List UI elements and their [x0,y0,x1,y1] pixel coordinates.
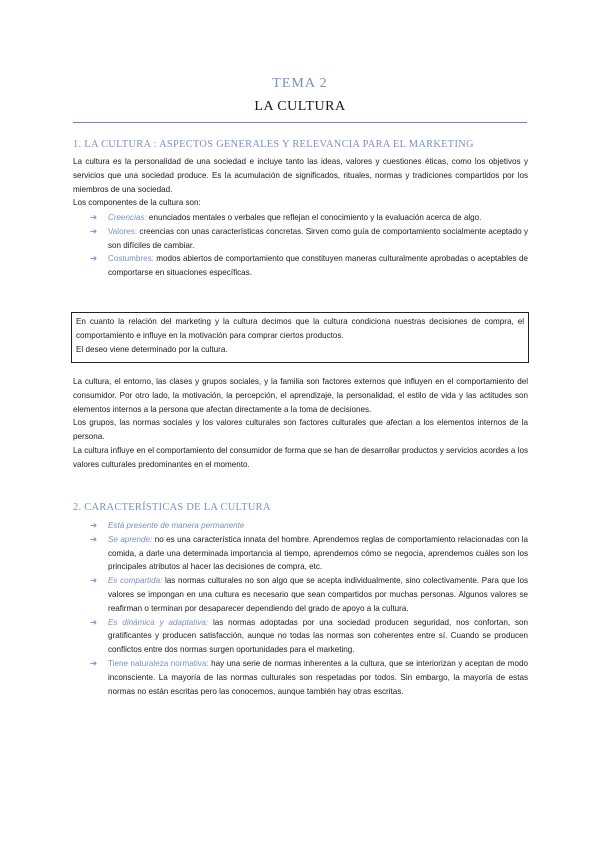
arrow-right-icon: ➔ [90,575,98,586]
section-1-body [73,375,528,472]
arrow-right-icon: ➔ [90,253,98,264]
arrow-right-icon: ➔ [90,225,98,236]
box-text: En cuanto la relación del marketing y la cultura decimos que la cultura condiciona nuestras decisiones de compra, el comportamiento e influye en la motivación para comprar ciertos productos. [76,317,524,340]
term-label: Es compartida: [108,576,163,586]
term-description: enunciados mentales o verbales que reflejan el conocimiento y la evaluación acerca de algo. [146,213,482,222]
term-description: las normas adoptadas por una sociedad producen seguridad, nos confortan, son gratificantes y producen satisfacción, aunque no todas las normas son coherentes entre sí. Cuando se producen conflictos entre dos normas surgen oportunidades para el marketing. [108,617,529,655]
term-description: las normas culturales no son algo que se acepta individualmente, sino colectivamente. Para que los valores se impongan en una cultura es necesario que sean compartidos por muchas personas. Algunos valores se reafirman o terminan por desaparecer dependiendo del grado de apoyo a la cultura. [108,576,529,613]
term-description: hay una serie de normas inherentes a la cultura, que se interiorizan y aceptan de modo inconsciente. La mayoría de las normas culturales son respetadas por todos. Sin embargo, la mayoría de estas normas no están escritas pero las conocemos, aunque también hay otras escritas. [108,658,528,696]
list-item [90,211,528,225]
term-description: modos abiertos de comportamiento que constituyen maneras culturalmente aprobadas o aceptables de comportarse en situaciones específicas. [108,254,528,278]
list-item [90,657,528,698]
term-label: Es dinámica y adaptativa: [108,617,209,627]
term-label: Creencias: [108,213,147,222]
tema-label: TEMA 2 [272,76,328,91]
list-item [90,533,528,574]
arrow-right-icon: ➔ [90,520,98,530]
term-description: no es una característica innata del hombre. Aprendemos reglas de comportamiento relacionadas con la comida, a darle una determinada importancia al tiempo, aprendemos cómo se negocia, aprendemos cuáles son los principales atributos al hacer las decisiones de compra, etc. [108,534,528,572]
arrow-right-icon: ➔ [90,212,98,222]
term-label: Tiene naturaleza normativa: [108,658,209,668]
body-paragraph: Los grupos, las normas sociales y los valores culturales son factores culturales que afectan a los elementos internos de la persona. [73,418,528,442]
term-description: creencias con unas características concretas. Sirven como guía de comportamiento socialmente aceptado y son difíciles de cambiar. [108,226,528,250]
term-label: Valores: [108,226,138,236]
section-2-heading: 2. CARACTERÍSTICAS DE LA CULTURA [73,502,271,513]
arrow-right-icon: ➔ [90,657,98,668]
intro-paragraph: La cultura es la personalidad de una sociedad e incluye tanto las ideas, valores y cuestiones éticas, como los objetivos y servicios que una sociedad produce. Es la acumulación de significados, rituales, normas y tradiciones compartidos por los miembros de una sociedad. [73,157,528,194]
body-paragraph: La cultura, el entorno, las clases y grupos sociales, y la familia son factores externos que influyen en el comportamiento del consumidor. Por otro lado, la motivación, la percepción, el aprendizaje, la personalidad, el estilo de vida y las actitudes son elementos internos a la persona que afectan directamente a la toma de decisiones. [73,377,528,414]
characteristics-list [90,519,528,698]
section-1-intro [73,155,528,210]
components-lead: Los componentes de la cultura son: [73,198,201,208]
body-paragraph: La cultura influye en el comportamiento del consumidor de forma que se han de desarrollar productos y servicios acordes a los valores culturales predominantes en el momento. [73,445,528,469]
title-divider [73,122,527,123]
section-1-heading: 1. LA CULTURA : ASPECTOS GENERALES Y RELEVANCIA PARA EL MARKETING [73,139,474,150]
term-label: Se aprende: [108,534,153,544]
page-title: LA CULTURA [254,99,346,114]
arrow-right-icon: ➔ [90,616,98,627]
list-item [90,519,528,533]
components-list [90,211,528,280]
highlight-box [71,312,529,363]
list-item [90,252,528,280]
term-label: Está presente de manera permanente [108,521,245,530]
arrow-right-icon: ➔ [90,533,98,544]
list-item [90,574,528,615]
list-item [90,616,528,657]
term-label: Costumbres: [108,254,154,264]
list-item [90,225,528,253]
box-text: El deseo viene determinado por la cultura. [76,344,228,354]
